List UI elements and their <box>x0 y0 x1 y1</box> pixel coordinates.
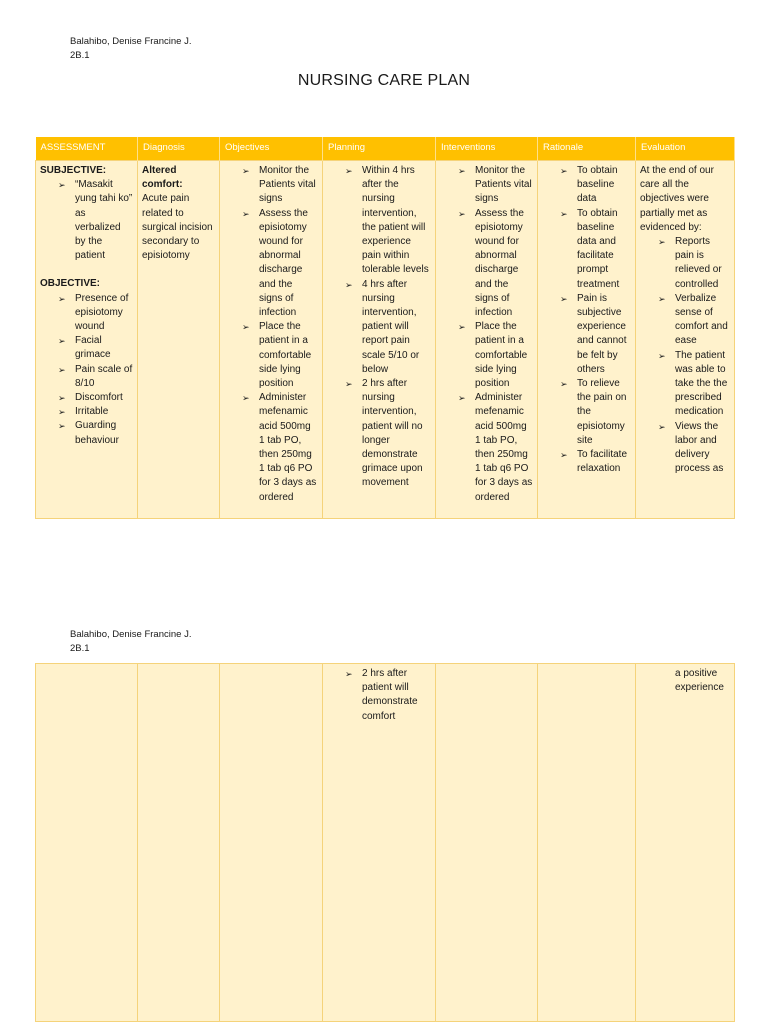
page-header-2 <box>70 628 191 656</box>
interventions-cell <box>436 161 538 519</box>
col-header-rationale: Rationale <box>538 137 636 161</box>
list-item-text: Irritable <box>75 406 109 418</box>
document-title: NURSING CARE PLAN <box>297 72 471 89</box>
page-header-1 <box>70 35 191 63</box>
objectives-cell <box>220 664 323 1022</box>
arrow-bullet-icon: ➢ <box>658 293 666 304</box>
evaluation-cell <box>636 161 735 519</box>
arrow-bullet-icon: ➢ <box>658 237 666 248</box>
rationale-cell <box>538 664 636 1022</box>
table-row <box>36 161 735 519</box>
objective-label: OBJECTIVE: <box>40 278 101 290</box>
subjective-label: SUBJECTIVE: <box>40 165 107 176</box>
list-item <box>440 164 533 207</box>
list-item <box>440 391 533 505</box>
objectives-list <box>224 164 318 505</box>
list-item <box>542 377 631 448</box>
list-item-text: Pain is subjective experience and cannot be felt by others <box>577 292 627 375</box>
list-item <box>542 292 631 377</box>
arrow-bullet-icon: ➢ <box>242 322 250 333</box>
list-item-text: Reports pain is relieved or controlled <box>675 236 722 290</box>
list-item-text: Verbalize sense of comfort and ease <box>675 292 728 347</box>
list-item <box>224 391 318 505</box>
list-item <box>327 667 431 724</box>
list-item <box>224 207 318 321</box>
rationale-list <box>542 164 631 476</box>
list-item <box>640 420 730 477</box>
list-item <box>327 164 431 278</box>
arrow-bullet-icon: ➢ <box>58 421 66 432</box>
care-plan-table <box>35 137 735 519</box>
list-item <box>224 320 318 391</box>
arrow-bullet-icon: ➢ <box>345 279 353 290</box>
table-row <box>36 664 735 1022</box>
arrow-bullet-icon: ➢ <box>658 350 666 361</box>
list-item <box>40 419 133 447</box>
interventions-list <box>440 164 533 505</box>
list-item <box>40 363 133 391</box>
list-item-text: Pain scale of 8/10 <box>75 363 133 389</box>
list-item-text: 4 hrs after nursing intervention, patient will report pain scale 5/10 or below <box>362 278 420 375</box>
arrow-bullet-icon: ➢ <box>560 166 568 176</box>
list-item <box>40 405 133 419</box>
arrow-bullet-icon: ➢ <box>58 293 66 304</box>
arrow-bullet-icon: ➢ <box>458 393 466 404</box>
arrow-bullet-icon: ➢ <box>345 669 353 679</box>
col-header-diagnosis: Diagnosis <box>138 137 220 161</box>
list-item <box>542 207 631 292</box>
arrow-bullet-icon: ➢ <box>458 166 466 176</box>
col-header-interventions: Interventions <box>436 137 538 161</box>
planning-cell <box>323 664 436 1022</box>
list-item-text: To relieve the pain on the episiotomy site <box>577 378 627 446</box>
list-item <box>640 292 730 349</box>
care-plan-table-continued <box>35 663 735 1022</box>
evaluation-cell <box>636 664 735 1022</box>
assessment-cell <box>36 161 138 519</box>
list-item <box>327 278 431 377</box>
arrow-bullet-icon: ➢ <box>458 322 466 333</box>
col-header-evaluation: Evaluation <box>636 137 735 161</box>
list-item-text: Views the labor and delivery process as <box>675 420 724 475</box>
assessment-cell <box>36 664 138 1022</box>
list-item <box>327 377 431 491</box>
list-item <box>40 334 133 362</box>
list-item-text: To obtain baseline data <box>577 165 618 205</box>
list-item-text: Place the patient in a comfortable side lying position <box>475 321 528 390</box>
list-item <box>40 178 133 263</box>
arrow-bullet-icon: ➢ <box>58 364 66 375</box>
col-header-objectives: Objectives <box>220 137 323 161</box>
list-item-text: Monitor the Patients vital signs <box>475 165 532 205</box>
student-name: Balahibo, Denise Francine J. <box>70 629 192 640</box>
list-item-text: Place the patient in a comfortable side lying position <box>259 321 312 390</box>
student-name: Balahibo, Denise Francine J. <box>70 36 192 47</box>
list-item-text: Administer mefenamic acid 500mg 1 tab PO, then 250mg 1 tab q6 PO for 3 days as ordered <box>259 392 317 503</box>
arrow-bullet-icon: ➢ <box>242 393 250 404</box>
arrow-bullet-icon: ➢ <box>58 407 66 418</box>
list-item-text: Assess the episiotomy wound for abnormal discharge and the signs of infection <box>259 207 308 319</box>
list-item-text: Assess the episiotomy wound for abnormal discharge and the signs of infection <box>475 207 524 319</box>
arrow-bullet-icon: ➢ <box>58 336 66 347</box>
list-item <box>40 391 133 405</box>
student-section: 2B.1 <box>70 50 90 61</box>
diagnosis-text: Acute pain related to surgical incision secondary to episiotomy <box>142 193 213 262</box>
arrow-bullet-icon: ➢ <box>560 450 568 461</box>
list-item-text: Facial grimace <box>75 335 111 361</box>
list-item <box>640 235 730 292</box>
list-item <box>542 164 631 207</box>
arrow-bullet-icon: ➢ <box>560 379 568 390</box>
list-item-text: Presence of episiotomy wound <box>75 292 129 333</box>
list-item-text: Administer mefenamic acid 500mg 1 tab PO, then 250mg 1 tab q6 PO for 3 days as ordered <box>475 392 533 503</box>
col-header-planning: Planning <box>323 137 436 161</box>
objective-list <box>40 292 133 448</box>
diagnosis-cell <box>138 161 220 519</box>
list-item <box>40 292 133 335</box>
list-item-text: 2 hrs after nursing intervention, patient will no longer demonstrate grimace upon movement <box>362 378 423 489</box>
evaluation-continued: a positive experience <box>675 668 724 694</box>
list-item <box>640 349 730 420</box>
interventions-cell <box>436 664 538 1022</box>
objectives-cell <box>220 161 323 519</box>
arrow-bullet-icon: ➢ <box>58 393 66 404</box>
diagnosis-label: Altered comfort: <box>142 165 183 191</box>
list-item <box>440 207 533 321</box>
list-item-text: Discomfort <box>75 392 123 404</box>
planning-cell <box>323 161 436 519</box>
evaluation-intro: At the end of our care all the objectives were partially met as evidenced by: <box>640 165 714 233</box>
arrow-bullet-icon: ➢ <box>560 208 568 219</box>
table-header-row <box>36 137 735 161</box>
list-item-text: To obtain baseline data and facilitate prompt treatment <box>577 207 620 290</box>
arrow-bullet-icon: ➢ <box>242 166 250 176</box>
list-item-text: Monitor the Patients vital signs <box>259 165 316 205</box>
arrow-bullet-icon: ➢ <box>560 293 568 304</box>
arrow-bullet-icon: ➢ <box>658 421 666 432</box>
arrow-bullet-icon: ➢ <box>58 180 66 191</box>
list-item-text: 2 hrs after patient will demonstrate comfort <box>362 668 418 722</box>
list-item <box>440 320 533 391</box>
list-item-text: Guarding behaviour <box>75 420 119 446</box>
arrow-bullet-icon: ➢ <box>345 166 353 176</box>
list-item-text: To facilitate relaxation <box>577 449 628 475</box>
arrow-bullet-icon: ➢ <box>345 379 353 390</box>
arrow-bullet-icon: ➢ <box>242 208 250 219</box>
arrow-bullet-icon: ➢ <box>458 208 466 219</box>
evaluation-list <box>640 235 730 476</box>
planning-list <box>327 164 431 491</box>
list-item-text: The patient was able to take the the prescribed medication <box>675 349 728 418</box>
list-item <box>542 448 631 476</box>
col-header-assessment: ASSESSMENT <box>36 137 138 161</box>
student-section: 2B.1 <box>70 643 90 654</box>
list-item-text: “Masakit yung tahi ko” as verbalized by the patient <box>75 179 133 262</box>
planning-list <box>327 667 431 724</box>
subjective-list <box>40 178 133 263</box>
diagnosis-cell <box>138 664 220 1022</box>
list-item <box>224 164 318 207</box>
list-item-text: Within 4 hrs after the nursing intervention, the patient will experience pain within tolerable levels <box>362 165 429 276</box>
rationale-cell <box>538 161 636 519</box>
